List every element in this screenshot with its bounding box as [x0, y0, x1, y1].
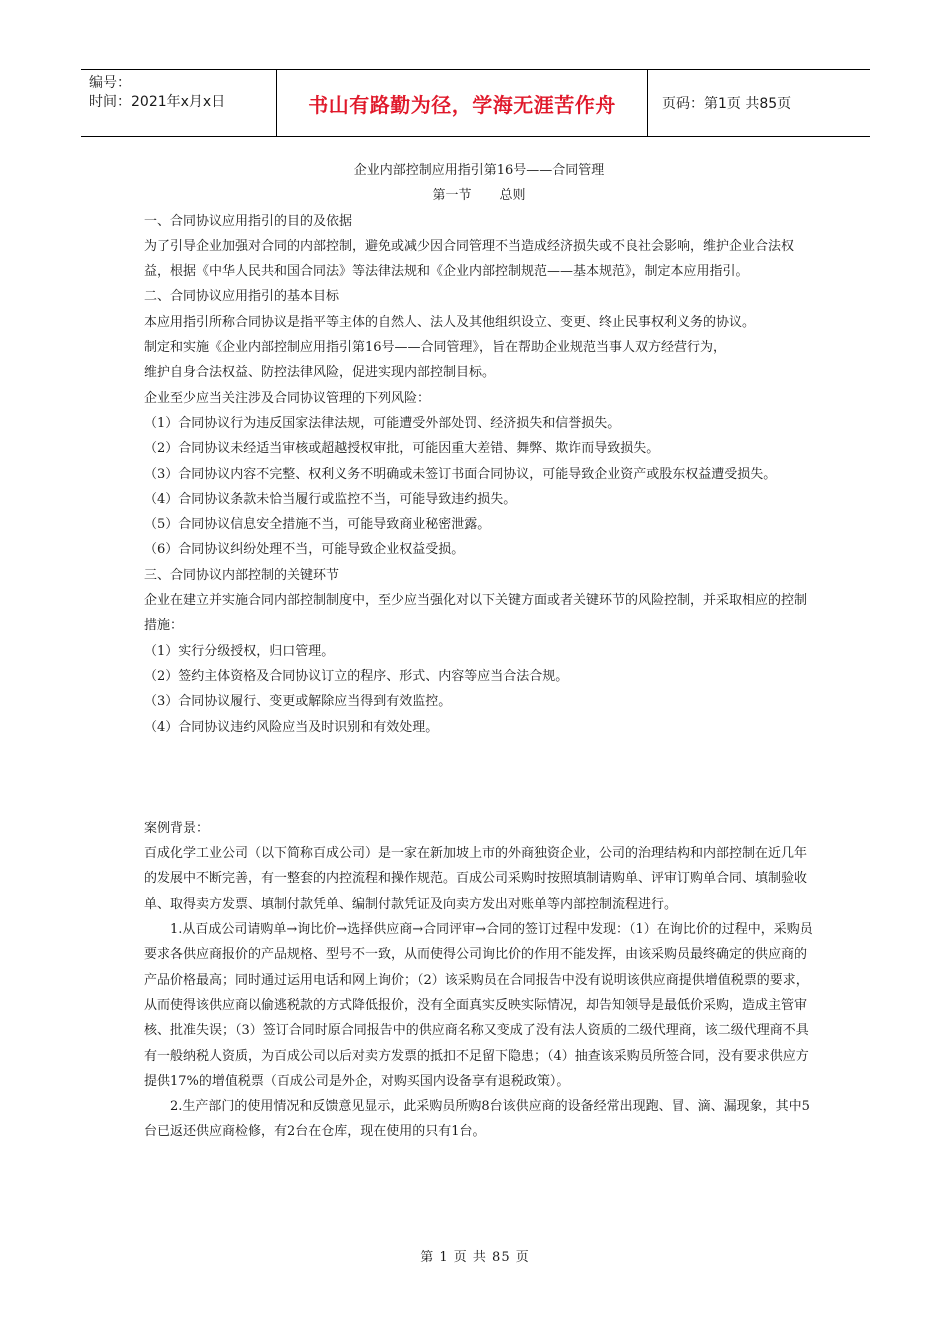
- paragraph: （3）合同协议内容不完整、权利义务不明确或未签订书面合同协议，可能导致企业资产或股东权益遭受损失。: [144, 466, 777, 482]
- case-label: 案例背景：: [144, 820, 210, 836]
- header-meta: [81, 70, 277, 136]
- case-intro: 百成化学工业公司（以下简称百成公司）是一家在新加坡上市的外商独资企业，公司的治理结构和内部控制在近几年的发展中不断完善，有一整套的内控流程和操作规范。百成公司采购时按照填制请购单、评审订购单合同、填制验收单、取得卖方发票、填制付款凭单、编制付款凭证及向卖方发出对账单等内部控制流程进行。: [144, 846, 808, 912]
- paragraph: （1）合同协议行为违反国家法律法规，可能遭受外部处罚、经济损失和信誉损失。: [144, 415, 621, 431]
- paragraph: 一、合同协议应用指引的目的及依据: [144, 213, 353, 229]
- section-heading: [144, 183, 814, 208]
- paragraph: 二、合同协议应用指引的基本目标: [144, 289, 340, 305]
- page-footer: 第 1 页 共 85 页: [420, 1250, 530, 1265]
- paragraph: （3）合同协议履行、变更或解除应当得到有效监控。: [144, 694, 452, 710]
- number-label: 编号：: [89, 75, 131, 91]
- header-motto: 书山有路勤为径，学海无涯苦作舟: [277, 70, 648, 136]
- case-point-1: 1.从百成公司请购单→询比价→选择供应商→合同评审→合同的签订过程中发现：（1）在询比价的过程中，采购员要求各供应商报价的产品规格、型号不一致，从而使得公司询比价的作用不能发挥，由该采购员最终确定的供应商的产品价格最高；同时通过运用电话和网上询价；（2）该采购员在合同报告中没有说明该供应商提供增值税票的要求，从而使得该供应商以偷逃税款的方式降低报价，没有全面真实反映实际情况，却告知领导是最低价采购，造成主管审核、批准失误；（3）签订合同时原合同报告中的供应商名称又变成了没有法人资质的二级代理商，该二级代理商不具有一般纳税人资质，为百成公司以后对卖方发票的抵扣不足留下隐患；（4）抽查该采购员所签合同，没有要求供应方提供17%的增值税票（百成公司是外企，对购买国内设备享有退税政策）。: [144, 922, 813, 1089]
- document-title: 企业内部控制应用指引第16号——合同管理: [353, 163, 605, 178]
- section-name: 总则: [499, 188, 526, 204]
- paragraph: 本应用指引所称合同协议是指平等主体的自然人、法人及其他组织设立、变更、终止民事权利义务的协议。: [144, 314, 756, 330]
- time-label: 时间：2021年x月x日: [89, 94, 226, 110]
- paragraph: （4）合同协议条款未恰当履行或监控不当，可能导致违约损失。: [144, 491, 517, 507]
- paragraph: （4）合同协议违约风险应当及时识别和有效处理。: [144, 719, 439, 735]
- paragraph: （6）合同协议纠纷处理不当，可能导致企业权益受损。: [144, 542, 465, 558]
- paragraph: 企业至少应当关注涉及合同协议管理的下列风险：: [144, 390, 431, 406]
- paragraph: （2）合同协议未经适当审核或超越授权审批，可能因重大差错、舞弊、欺诈而导致损失。: [144, 441, 660, 457]
- document-body: [144, 158, 814, 1145]
- general-provisions: [144, 209, 814, 740]
- section-number: 第一节: [432, 188, 472, 204]
- paragraph: 维护自身合法权益、防控法律风险，促进实现内部控制目标。: [144, 365, 496, 381]
- header-page-info: 页码：第1页 共85页: [662, 96, 792, 112]
- paragraph: 为了引导企业加强对合同的内部控制，避免或减少因合同管理不当造成经济损失或不良社会影响，维护企业合法权益，根据《中华人民共和国合同法》等法律法规和《企业内部控制规范——基本规范》，制定本应用指引。: [144, 238, 795, 280]
- document-header: [81, 69, 870, 137]
- paragraph: （2）签约主体资格及合同协议订立的程序、形式、内容等应当合法合规。: [144, 668, 569, 684]
- paragraph: 三、合同协议内部控制的关键环节: [144, 567, 340, 583]
- paragraph: 制定和实施《企业内部控制应用指引第16号——合同管理》，旨在帮助企业规范当事人双方经营行为，: [144, 340, 727, 356]
- paragraph: 企业在建立并实施合同内部控制制度中，至少应当强化对以下关键方面或者关键环节的风险控制，并采取相应的控制措施：: [144, 593, 808, 634]
- paragraph: （5）合同协议信息安全措施不当，可能导致商业秘密泄露。: [144, 517, 491, 533]
- paragraph: （1）实行分级授权，归口管理。: [144, 643, 335, 659]
- case-point-2: 2.生产部门的使用情况和反馈意见显示，此采购员所购8台该供应商的设备经常出现跑、冒、滴、漏现象，其中5台已返还供应商检修，有2台在仓库，现在使用的只有1台。: [144, 1099, 810, 1140]
